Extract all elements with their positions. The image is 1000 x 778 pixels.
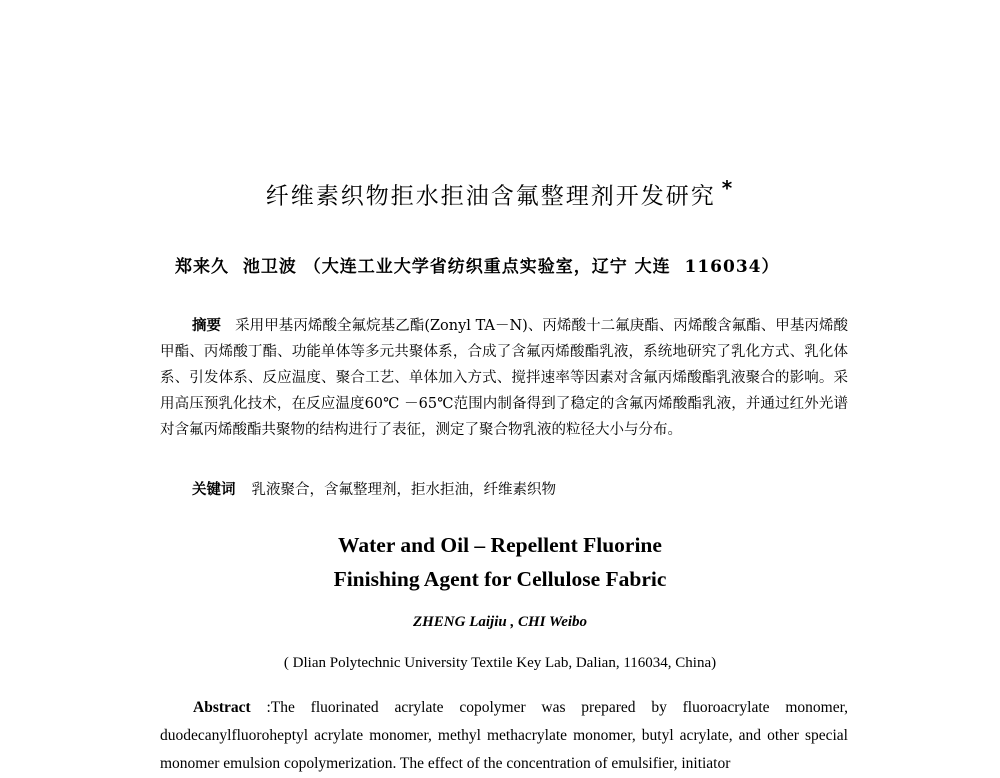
chinese-authors-affiliation: 郑来久 池卫波 （大连工业大学省纺织重点实验室，辽宁 大连 116034） <box>175 257 780 277</box>
chinese-keywords <box>192 478 556 499</box>
english-title-line-1: Water and Oil – Repellent Fluorine <box>338 533 662 557</box>
chinese-abstract-text: 采用甲基丙烯酸全氟烷基乙酯(Zonyl TA－N)、丙烯酸十二氟庚酯、丙烯酸含氟酯、甲基丙烯酸甲酯、丙烯酸丁酯、功能单体等多元共聚体系，合成了含氟丙烯酸酯乳液，系统地研究了乳化方式、乳化体系、引发体系、反应温度、聚合工艺、单体加入方式、搅拌速率等因素对含氟丙烯酸酯乳液聚合的影响。采用高压预乳化技术，在反应温度60℃ －65℃范围内制备得到了稳定的含氟丙烯酸酯乳液，并通过红外光谱对含氟丙烯酸酯共聚物的结构进行了表征，测定了聚合物乳液的粒径大小与分布。 <box>160 318 848 438</box>
chinese-keywords-text: 乳液聚合，含氟整理剂，拒水拒油，纤维素织物 <box>251 482 556 498</box>
chinese-title-text: 纤维素织物拒水拒油含氟整理剂开发研究 <box>265 183 716 210</box>
chinese-keywords-label: 关键词 <box>192 482 236 498</box>
english-abstract <box>160 694 848 778</box>
chinese-abstract <box>160 313 848 443</box>
english-authors: ZHENG Laijiu , CHI Weibo <box>412 614 588 630</box>
english-title <box>0 528 1000 596</box>
english-abstract-text: :The fluorinated acrylate copolymer was prepared by fluoroacrylate monomer, duodecanylfluoroheptyl acrylate monomer, methyl methacrylate monomer, butyl acrylate, and other special monomer emulsion copolymerization. The effect of the concentration of emulsifier, initiator <box>160 699 848 772</box>
title-footnote-mark: * <box>721 176 735 200</box>
english-abstract-label: Abstract <box>193 699 251 716</box>
english-title-line-2: Finishing Agent for Cellulose Fabric <box>333 567 667 591</box>
chinese-title <box>0 176 1000 211</box>
english-affiliation: ( Dlian Polytechnic University Textile Key Lab, Dalian, 116034, China) <box>283 655 717 671</box>
chinese-abstract-label: 摘要 <box>192 318 222 334</box>
